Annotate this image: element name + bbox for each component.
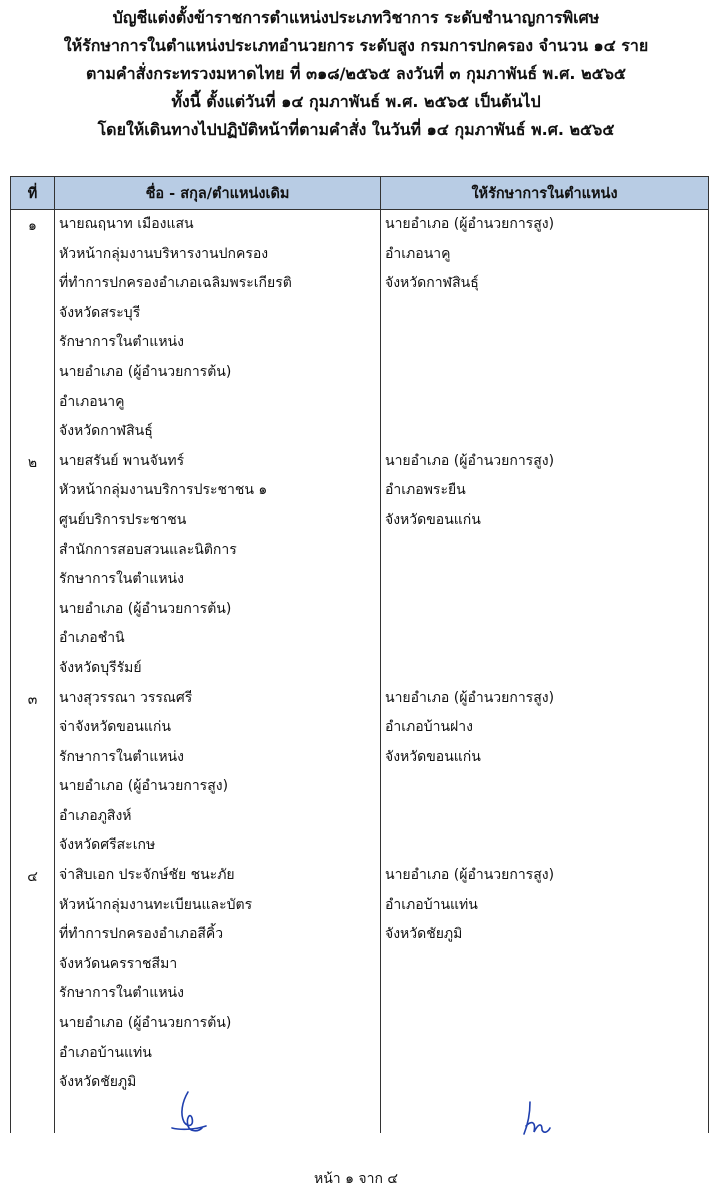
person-name: นายสรันย์ พานจันทร์ (59, 452, 185, 469)
table-row (11, 684, 709, 862)
acting-position-cell (381, 684, 709, 862)
original-line: จังหวัดนครราชสีมา (59, 955, 178, 972)
header-line-3: ตามคำสั่งกระทรวงมหาดไทย ที่ ๓๑๘/๒๕๖๕ ลงวันที่ ๓ กุมภาพันธ์ พ.ศ. ๒๕๖๕ (86, 64, 626, 83)
original-position-cell (55, 447, 381, 684)
acting-line: อำเภอบ้านฝาง (385, 719, 473, 736)
header-line-1: บัญชีแต่งตั้งข้าราชการตำแหน่งประเภทวิชาการ ระดับชำนาญการพิเศษ (112, 8, 600, 27)
original-line: หัวหน้ากลุ่มงานทะเบียนและบัตร (59, 896, 253, 913)
original-line: จังหวัดกาฬสินธุ์ (59, 423, 153, 440)
page-number: หน้า ๑ จาก ๔ (313, 1171, 399, 1187)
original-line: ศูนย์บริการประชาชน (59, 511, 187, 528)
column-header-original-position: ชื่อ - สกุล/ตำแหน่งเดิม (55, 177, 381, 210)
row-number: ๒ (11, 447, 55, 684)
original-line: นายอำเภอ (ผู้อำนวยการต้น) (59, 1015, 232, 1032)
header-line-5: โดยให้เดินทางไปปฏิบัติหน้าที่ตามคำสั่ง ในวันที่ ๑๔ กุมภาพันธ์ พ.ศ. ๒๕๖๕ (97, 120, 615, 139)
original-line: หัวหน้ากลุ่มงานบริหารงานปกครอง (59, 245, 269, 262)
document-header (0, 4, 712, 144)
table-row (11, 861, 709, 1133)
original-line: จังหวัดสระบุรี (59, 304, 141, 321)
acting-line: จังหวัดขอนแก่น (385, 511, 481, 528)
acting-line: อำเภอบ้านแท่น (385, 896, 478, 913)
acting-line: นายอำเภอ (ผู้อำนวยการสูง) (385, 452, 555, 469)
original-line: รักษาการในตำแหน่ง (59, 571, 184, 588)
acting-line: นายอำเภอ (ผู้อำนวยการสูง) (385, 216, 555, 232)
table-row (11, 447, 709, 684)
original-line: จ่าจังหวัดขอนแก่น (59, 719, 171, 736)
column-header-acting-position: ให้รักษาการในตำแหน่ง (381, 177, 709, 210)
header-line-4: ทั้งนี้ ตั้งแต่วันที่ ๑๔ กุมภาพันธ์ พ.ศ. ๒๕๖๕ เป็นต้นไป (171, 92, 541, 111)
original-line: จังหวัดชัยภูมิ (59, 1074, 137, 1091)
row-number: ๑ (11, 210, 55, 447)
acting-line: จังหวัดกาฬสินธุ์ (385, 275, 479, 292)
signature-left (168, 1088, 208, 1136)
original-line: อำเภอนาคู (59, 393, 125, 410)
row-number: ๓ (11, 684, 55, 862)
acting-position-cell (381, 861, 709, 1133)
acting-line: นายอำเภอ (ผู้อำนวยการสูง) (385, 689, 555, 706)
signature-right (518, 1100, 552, 1138)
person-name: นางสุวรรณา วรรณศรี (59, 689, 193, 706)
original-line: รักษาการในตำแหน่ง (59, 985, 184, 1002)
original-line: นายอำเภอ (ผู้อำนวยการต้น) (59, 600, 232, 617)
acting-line: นายอำเภอ (ผู้อำนวยการสูง) (385, 867, 555, 884)
acting-line: จังหวัดชัยภูมิ (385, 926, 463, 943)
column-header-number: ที่ (11, 177, 55, 210)
person-name: จ่าสิบเอก ประจักษ์ชัย ชนะภัย (59, 867, 235, 884)
table-row (11, 210, 709, 447)
original-position-cell (55, 684, 381, 862)
person-name: นายณฤนาท เมืองแสน (59, 216, 194, 232)
acting-line: อำเภอนาคู (385, 245, 451, 262)
original-line: อำเภอบ้านแท่น (59, 1044, 152, 1061)
original-line: ที่ทำการปกครองอำเภอเฉลิมพระเกียรติ (59, 275, 292, 292)
acting-line: อำเภอพระยืน (385, 482, 466, 499)
acting-position-cell (381, 210, 709, 447)
original-line: นายอำเภอ (ผู้อำนวยการสูง) (59, 778, 229, 795)
original-line: หัวหน้ากลุ่มงานบริการประชาชน ๑ (59, 482, 268, 499)
header-line-2: ให้รักษาการในตำแหน่งประเภทอำนวยการ ระดับสูง กรมการปกครอง จำนวน ๑๔ ราย (63, 36, 649, 55)
row-number: ๔ (11, 861, 55, 1133)
original-line: อำเภอภูสิงห์ (59, 807, 132, 824)
original-line: สำนักการสอบสวนและนิติการ (59, 541, 237, 558)
original-line: จังหวัดศรีสะเกษ (59, 837, 156, 854)
original-position-cell (55, 861, 381, 1133)
acting-position-cell (381, 447, 709, 684)
original-line: รักษาการในตำแหน่ง (59, 334, 184, 351)
original-line: จังหวัดบุรีรัมย์ (59, 659, 142, 676)
original-line: ที่ทำการปกครองอำเภอสีคิ้ว (59, 926, 224, 943)
table-header-row (11, 177, 709, 210)
original-line: รักษาการในตำแหน่ง (59, 748, 184, 765)
acting-line: จังหวัดขอนแก่น (385, 748, 481, 765)
original-position-cell (55, 210, 381, 447)
original-line: อำเภอชำนิ (59, 630, 125, 647)
appointment-table (10, 176, 709, 1133)
original-line: นายอำเภอ (ผู้อำนวยการต้น) (59, 363, 232, 380)
